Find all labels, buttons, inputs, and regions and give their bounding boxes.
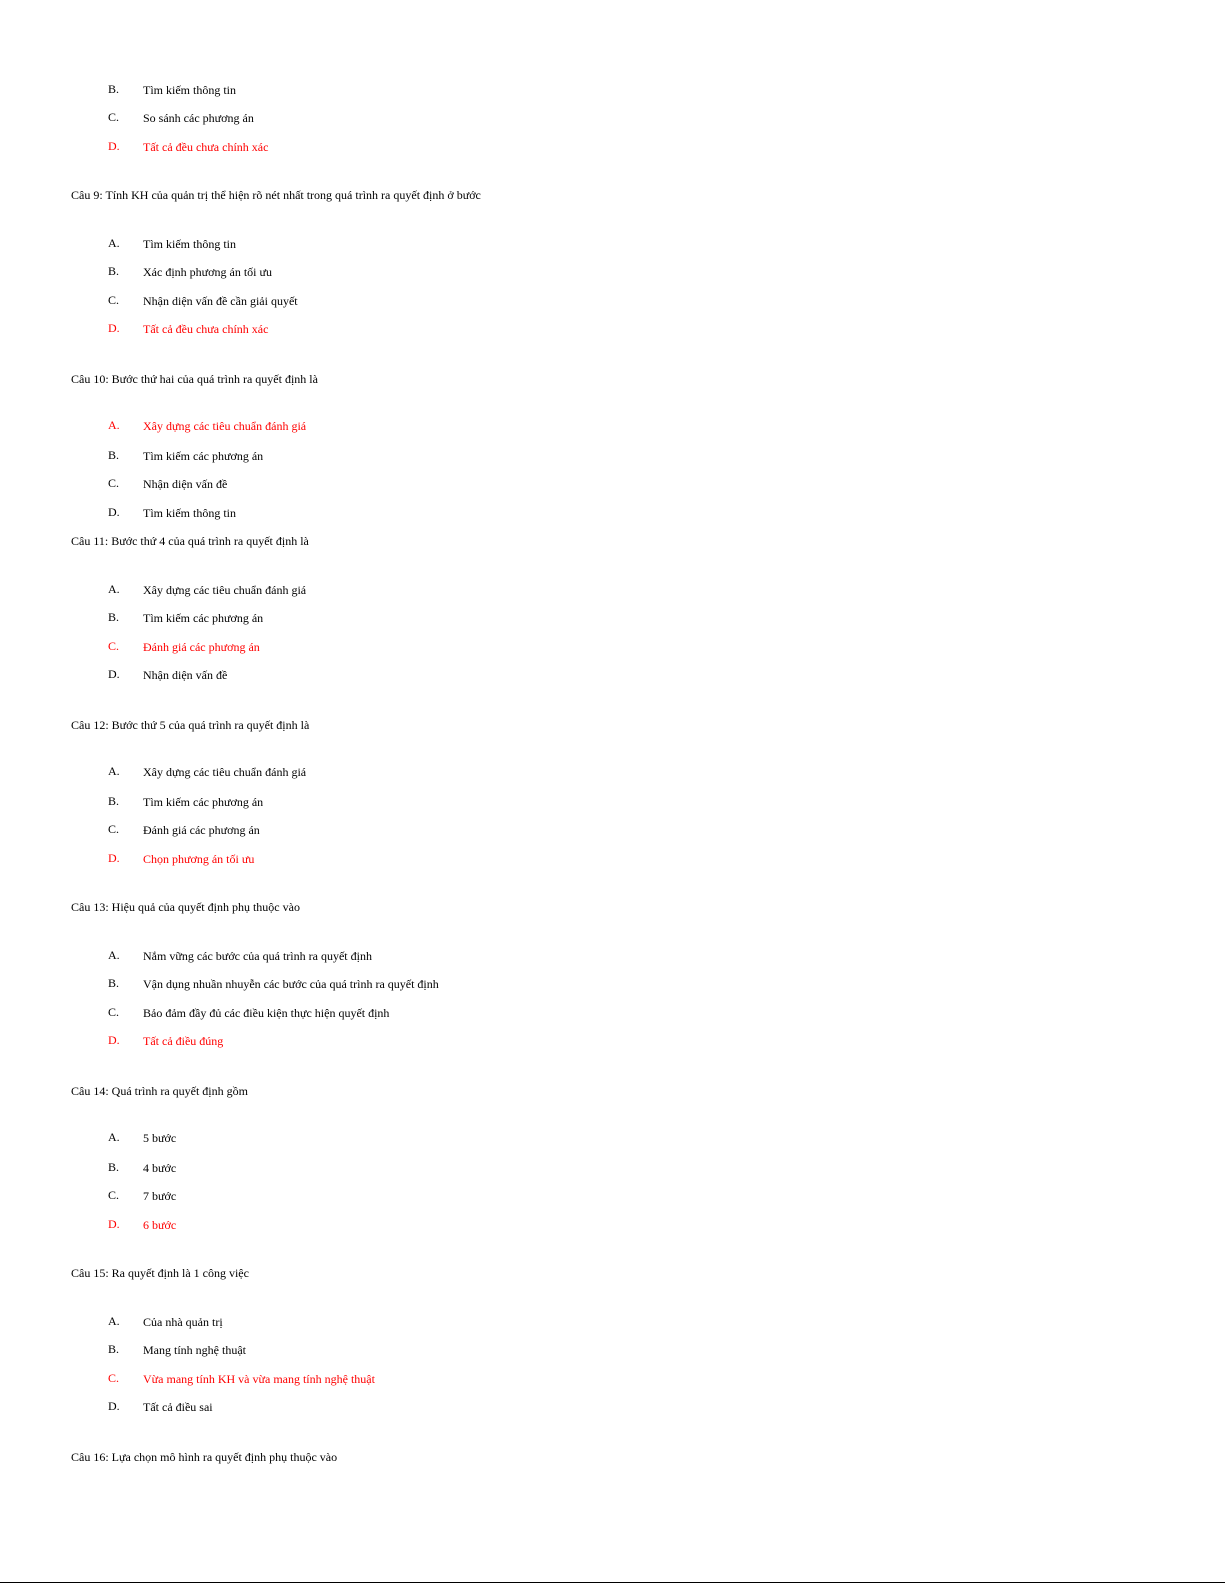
option-text: Tìm kiếm các phương án — [143, 795, 264, 809]
question-16: Câu 16: Lựa chọn mô hình ra quyết định phụ thuộc vào — [71, 1450, 338, 1464]
option-text: Nhận diện vấn đề — [143, 668, 228, 682]
option-letter-correct: D. — [108, 851, 120, 865]
question-11: Câu 11: Bước thứ 4 của quá trình ra quyết định là — [71, 534, 309, 548]
option-text-correct: Xây dựng các tiêu chuẩn đánh giá — [143, 419, 307, 433]
option-text: Xác định phương án tối ưu — [143, 265, 272, 279]
option-text-correct: Tất cả đều chưa chính xác — [143, 140, 269, 154]
option-text-correct: Tất cả đều chưa chính xác — [143, 322, 269, 336]
option-letter: B. — [108, 264, 120, 278]
option-text: Đánh giá các phương án — [143, 823, 260, 837]
option-text: 7 bước — [143, 1189, 177, 1203]
option-text: 5 bước — [143, 1131, 177, 1145]
option-text: Vận dụng nhuần nhuyễn các bước của quá trình ra quyết định — [143, 977, 439, 991]
option-text-correct: Vừa mang tính KH và vừa mang tính nghệ thuật — [143, 1372, 375, 1386]
option-letter: A. — [108, 1314, 120, 1328]
option-letter-correct: C. — [108, 1371, 120, 1385]
option-text: Mang tính nghệ thuật — [143, 1343, 246, 1357]
option-letter-correct: D. — [108, 321, 120, 335]
option-text: Tìm kiếm các phương án — [143, 449, 264, 463]
option-text: 4 bước — [143, 1161, 177, 1175]
option-text: Của nhà quản trị — [143, 1315, 223, 1329]
option-text-correct: Chọn phương án tối ưu — [143, 852, 255, 866]
question-12: Câu 12: Bước thứ 5 của quá trình ra quyết định là — [71, 718, 310, 732]
option-letter: A. — [108, 948, 120, 962]
option-text: Nắm vững các bước của quá trình ra quyết định — [143, 949, 372, 963]
option-text: Tìm kiếm các phương án — [143, 611, 264, 625]
option-letter: C. — [108, 1005, 120, 1019]
question-13: Câu 13: Hiệu quả của quyết định phụ thuộc vào — [71, 900, 300, 914]
question-15: Câu 15: Ra quyết định là 1 công việc — [71, 1266, 249, 1280]
option-letter: A. — [108, 1130, 120, 1144]
option-letter: B. — [108, 976, 120, 990]
option-letter: C. — [108, 476, 120, 490]
option-letter: D. — [108, 1399, 120, 1413]
option-text-correct: Đánh giá các phương án — [143, 640, 260, 654]
option-letter: B. — [108, 1342, 120, 1356]
question-14: Câu 14: Quá trình ra quyết định gồm — [71, 1084, 248, 1098]
option-letter-correct: D. — [108, 1033, 120, 1047]
option-letter-correct: D. — [108, 139, 120, 153]
option-letter: C. — [108, 293, 120, 307]
option-text: Tìm kiếm thông tin — [143, 506, 236, 520]
option-letter-correct: A. — [108, 418, 120, 432]
option-text: Tìm kiếm thông tin — [143, 83, 236, 97]
option-letter: B. — [108, 1160, 120, 1174]
option-text: Xây dựng các tiêu chuẩn đánh giá — [143, 583, 307, 597]
question-10: Câu 10: Bước thứ hai của quá trình ra quyết định là — [71, 372, 318, 386]
option-letter: A. — [108, 236, 120, 250]
option-letter: C. — [108, 110, 120, 124]
option-letter: C. — [108, 1188, 120, 1202]
option-text-correct: Tất cả điều đúng — [143, 1034, 224, 1048]
option-text: Tất cả điều sai — [143, 1400, 213, 1414]
option-letter: B. — [108, 794, 120, 808]
option-letter: B. — [108, 610, 120, 624]
page-bottom-rule — [0, 1582, 1225, 1583]
option-text: Xây dựng các tiêu chuẩn đánh giá — [143, 765, 307, 779]
option-text: Nhận diện vấn đề cần giải quyết — [143, 294, 298, 308]
option-text: Nhận diện vấn đề — [143, 477, 228, 491]
option-letter: C. — [108, 822, 120, 836]
option-letter: A. — [108, 582, 120, 596]
question-9: Câu 9: Tính KH của quản trị thể hiện rõ nét nhất trong quá trình ra quyết định ở bước — [71, 188, 481, 202]
option-letter-correct: C. — [108, 639, 120, 653]
option-letter: B. — [108, 448, 120, 462]
option-letter: A. — [108, 764, 120, 778]
option-letter: D. — [108, 667, 120, 681]
option-letter: B. — [108, 82, 120, 96]
option-text-correct: 6 bước — [143, 1218, 177, 1232]
option-letter: D. — [108, 505, 120, 519]
option-text: Tìm kiếm thông tin — [143, 237, 236, 251]
option-text: Bảo đảm đầy đủ các điều kiện thực hiện quyết định — [143, 1006, 390, 1020]
option-letter-correct: D. — [108, 1217, 120, 1231]
option-text: So sánh các phương án — [143, 111, 254, 125]
